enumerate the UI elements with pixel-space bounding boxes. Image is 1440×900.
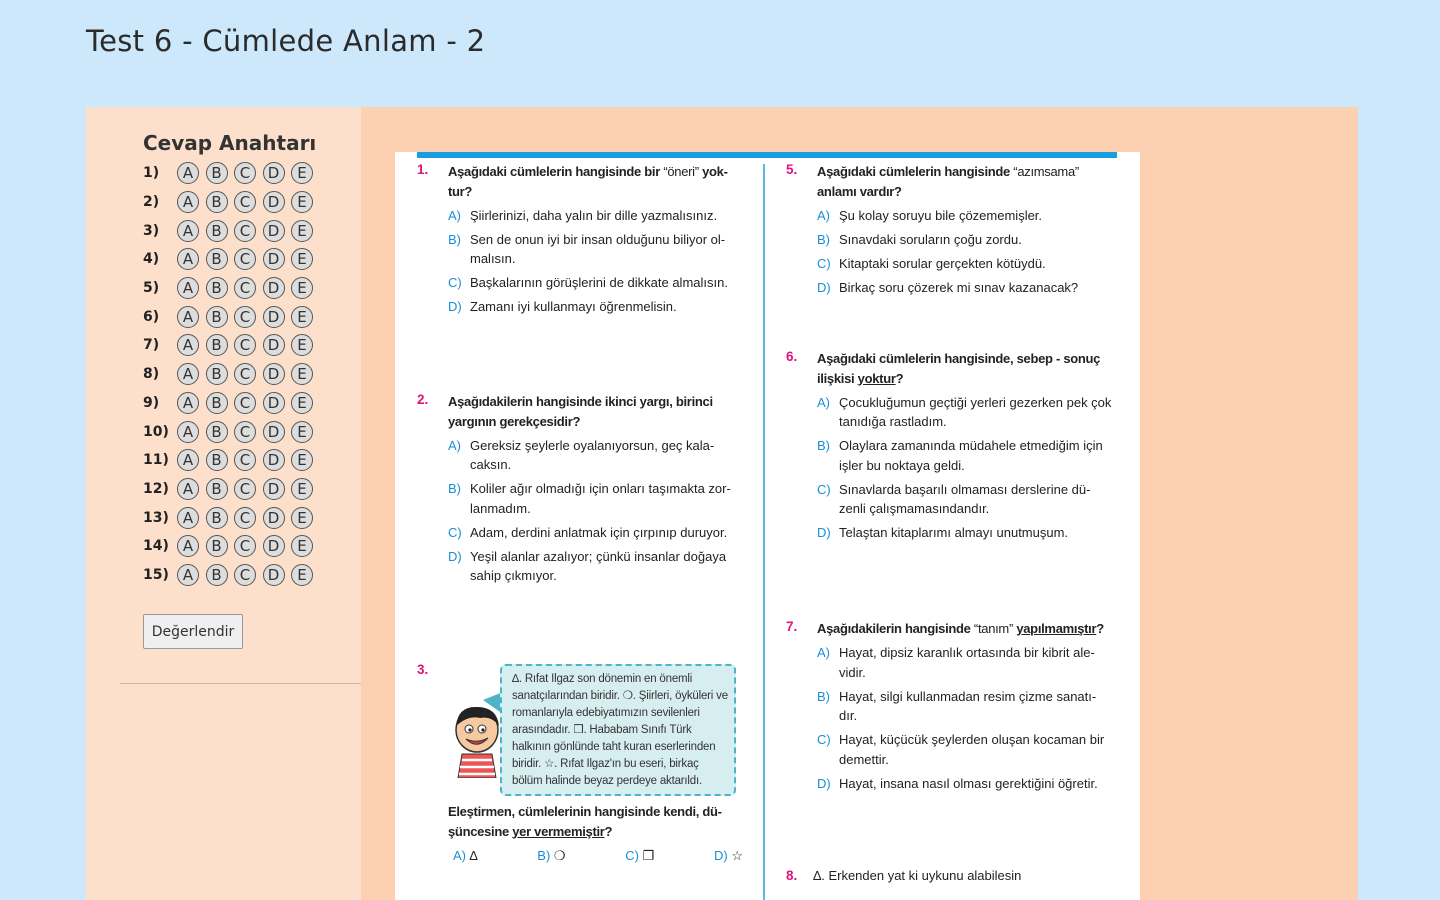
column-divider bbox=[763, 164, 765, 900]
option-b-button[interactable]: B bbox=[206, 306, 228, 328]
option-e-button[interactable]: E bbox=[291, 306, 313, 328]
answer-row-number: 10) bbox=[143, 423, 169, 440]
question-number: 6. bbox=[786, 349, 798, 364]
question-text: Aşağıdakilerin hangisinde ikinci yargı, birinci yargının gerekçesidir? bbox=[448, 394, 713, 429]
option-c-button[interactable]: C bbox=[234, 421, 256, 443]
option-e-button[interactable]: E bbox=[291, 507, 313, 529]
option-a-button[interactable]: A bbox=[177, 162, 199, 184]
choice-b: B) Koliler ağır olmadığı için onları taşımakta zor- lanmadım. bbox=[448, 481, 731, 516]
choice-d: D) ☆ bbox=[713, 848, 743, 863]
option-d-button[interactable]: D bbox=[263, 507, 285, 529]
sidebar-divider bbox=[120, 683, 361, 684]
option-a-button[interactable]: A bbox=[177, 220, 199, 242]
option-d-button[interactable]: D bbox=[263, 191, 285, 213]
question-2 bbox=[417, 392, 747, 586]
option-e-button[interactable]: E bbox=[291, 392, 313, 414]
option-a-button[interactable]: A bbox=[177, 248, 199, 270]
option-d-button[interactable]: D bbox=[263, 449, 285, 471]
option-b-button[interactable]: B bbox=[206, 334, 228, 356]
answer-row bbox=[143, 389, 320, 418]
answer-key-rows bbox=[143, 159, 320, 589]
option-e-button[interactable]: E bbox=[291, 363, 313, 385]
question-number: 3. bbox=[417, 662, 429, 677]
option-b-button[interactable]: B bbox=[206, 363, 228, 385]
answer-row bbox=[143, 417, 320, 446]
option-d-button[interactable]: D bbox=[263, 478, 285, 500]
option-d-button[interactable]: D bbox=[263, 248, 285, 270]
answer-row-number: 9) bbox=[143, 394, 160, 411]
question-text: Aşağıdaki cümlelerin hangisinde, sebep - sonuç ilişkisi yoktur? bbox=[817, 351, 1101, 386]
answer-row bbox=[143, 331, 320, 360]
answer-row-number: 12) bbox=[143, 480, 169, 497]
choice-c: C) Kitaptaki sorular gerçekten kötüydü. bbox=[817, 255, 1046, 271]
option-a-button[interactable]: A bbox=[177, 535, 199, 557]
option-c-button[interactable]: C bbox=[234, 191, 256, 213]
boy-illustration-icon bbox=[450, 704, 504, 778]
answer-key-sidebar bbox=[86, 107, 361, 900]
option-a-button[interactable]: A bbox=[177, 564, 199, 586]
answer-row-number: 7) bbox=[143, 337, 160, 354]
choice-a: A) Gereksiz şeylerle oyalanıyorsun, geç kala- caksın. bbox=[448, 437, 715, 472]
option-d-button[interactable]: D bbox=[263, 334, 285, 356]
answer-row-number: 14) bbox=[143, 538, 169, 555]
option-c-button[interactable]: C bbox=[234, 535, 256, 557]
answer-row bbox=[143, 216, 320, 245]
option-e-button[interactable]: E bbox=[291, 535, 313, 557]
choice-d: D) Zamanı iyi kullanmayı öğrenmelisin. bbox=[448, 299, 677, 314]
question-8 bbox=[786, 868, 1021, 883]
option-b-button[interactable]: B bbox=[206, 421, 228, 443]
answer-row bbox=[143, 302, 320, 331]
speech-bubble: ∆. Rıfat Ilgaz son dönemin en önemli sanatçılarından biridir. ❍. Şiirleri, öyküleri ve romanlarıyla edebiyatımızın sevilenleri arasındadır. ❒. Hababam Sınıfı Türk halkının gönlünde taht kuran eserlerinden biridir. ☆. Rıfat Ilgaz'ın bu eseri, birkaç bölüm halinde beyaz perdeye aktarıldı. bbox=[500, 664, 736, 796]
choice-d: D) Telaştan kitaplarımı almayı unutmuşum. bbox=[817, 525, 1069, 540]
option-c-button[interactable]: C bbox=[234, 248, 256, 270]
option-d-button[interactable]: D bbox=[263, 220, 285, 242]
option-b-button[interactable]: B bbox=[206, 564, 228, 586]
option-d-button[interactable]: D bbox=[263, 535, 285, 557]
answer-row-number: 2) bbox=[143, 194, 160, 211]
question-3-text: Eleştirmen, cümlelerinin hangisinde kendi, dü- şüncesine yer vermemiştir? bbox=[448, 804, 722, 839]
option-a-button[interactable]: A bbox=[177, 478, 199, 500]
option-c-button[interactable]: C bbox=[234, 507, 256, 529]
answer-row-number: 15) bbox=[143, 566, 169, 583]
answer-row-number: 1) bbox=[143, 165, 160, 182]
choice-c: C) Hayat, küçücük şeylerden oluşan kocaman bir demettir. bbox=[817, 732, 1105, 767]
question-text: Aşağıdaki cümlelerin hangisinde bir “öneri” yok- tur? bbox=[448, 164, 728, 199]
option-d-button[interactable]: D bbox=[263, 564, 285, 586]
question-number: 5. bbox=[786, 162, 798, 177]
choice-c: C) Adam, derdini anlatmak için çırpınıp duruyor. bbox=[448, 524, 728, 540]
choice-a: A) Çocukluğumun geçtiği yerleri gezerken pek çok tanıdığa rastladım. bbox=[817, 394, 1112, 429]
option-c-button[interactable]: C bbox=[234, 334, 256, 356]
option-b-button[interactable]: B bbox=[206, 392, 228, 414]
answer-row-number: 8) bbox=[143, 366, 160, 383]
choice-a: A) Şu kolay soruyu bile çözememişler. bbox=[817, 207, 1043, 223]
option-c-button[interactable]: C bbox=[234, 162, 256, 184]
option-b-button[interactable]: B bbox=[206, 162, 228, 184]
option-c-button[interactable]: C bbox=[234, 220, 256, 242]
option-d-button[interactable]: D bbox=[263, 363, 285, 385]
option-a-button[interactable]: A bbox=[177, 191, 199, 213]
answer-row bbox=[143, 159, 320, 188]
answer-row bbox=[143, 245, 320, 274]
question-number: 2. bbox=[417, 392, 429, 407]
option-c-button[interactable]: C bbox=[234, 363, 256, 385]
option-e-button[interactable]: E bbox=[291, 220, 313, 242]
option-a-button[interactable]: A bbox=[177, 277, 199, 299]
option-a-button[interactable]: A bbox=[177, 507, 199, 529]
answer-row-number: 3) bbox=[143, 222, 160, 239]
option-d-button[interactable]: D bbox=[263, 277, 285, 299]
choice-a: A) Hayat, dipsiz karanlık ortasında bir kibrit ale- vidir. bbox=[817, 645, 1095, 680]
question-text: Aşağıdaki cümlelerin hangisinde “azımsama” anlamı vardır? bbox=[817, 164, 1079, 199]
option-c-button[interactable]: C bbox=[234, 449, 256, 471]
option-c-button[interactable]: C bbox=[234, 478, 256, 500]
choice-b: B) Sen de onun iyi bir insan olduğunu biliyor ol- malısın. bbox=[448, 231, 726, 266]
question-number: 7. bbox=[786, 619, 798, 634]
choice-c: C) Başkalarının görüşlerini de dikkate almalısın. bbox=[448, 275, 728, 290]
test-top-bar bbox=[417, 152, 1117, 158]
answer-row bbox=[143, 188, 320, 217]
option-a-button[interactable]: A bbox=[177, 363, 199, 385]
choice-d: D) Hayat, insana nasıl olması gerektiğini öğretir. bbox=[817, 775, 1098, 791]
question-6 bbox=[786, 349, 1113, 543]
option-a-button[interactable]: A bbox=[177, 334, 199, 356]
question-number: 8. bbox=[786, 868, 798, 883]
content-panel bbox=[86, 107, 1358, 900]
choice-c: C) ❒ bbox=[625, 848, 655, 863]
answer-row-number: 6) bbox=[143, 308, 160, 325]
question-1 bbox=[417, 162, 747, 317]
answer-row bbox=[143, 532, 320, 561]
answer-row bbox=[143, 503, 320, 532]
evaluate-button[interactable]: Değerlendir bbox=[143, 614, 243, 649]
answer-row bbox=[143, 561, 320, 590]
option-d-button[interactable]: D bbox=[263, 162, 285, 184]
option-b-button[interactable]: B bbox=[206, 449, 228, 471]
answer-row-number: 11) bbox=[143, 452, 169, 469]
answer-row bbox=[143, 360, 320, 389]
option-d-button[interactable]: D bbox=[263, 421, 285, 443]
answer-row-number: 5) bbox=[143, 280, 160, 297]
answer-row bbox=[143, 446, 320, 475]
choice-b: B) Olaylara zamanında müdahele etmediğim için işler bu noktaya geldi. bbox=[817, 438, 1103, 473]
option-b-button[interactable]: B bbox=[206, 535, 228, 557]
option-a-button[interactable]: A bbox=[177, 449, 199, 471]
choice-a: A) ∆ bbox=[453, 848, 478, 863]
question-5 bbox=[786, 162, 1113, 297]
option-b-button[interactable]: B bbox=[206, 507, 228, 529]
choice-d: D) Yeşil alanlar azalıyor; çünkü insanlar doğaya sahip çıkmıyor. bbox=[448, 548, 727, 583]
option-c-button[interactable]: C bbox=[234, 306, 256, 328]
option-e-button[interactable]: E bbox=[291, 162, 313, 184]
choice-b: B) ❍ bbox=[537, 848, 566, 863]
question-text: Aşağıdakilerin hangisinde “tanım” yapılmamıştır? bbox=[817, 621, 1104, 636]
option-e-button[interactable]: E bbox=[291, 421, 313, 443]
statement-1: ∆. Erkenden yat ki uykunu alabilesin bbox=[813, 868, 1022, 883]
answer-key-title: Cevap Anahtarı bbox=[143, 131, 317, 155]
choice-a: A) Şiirlerinizi, daha yalın bir dille yazmalısınız. bbox=[448, 207, 718, 223]
answer-row bbox=[143, 475, 320, 504]
option-b-button[interactable]: B bbox=[206, 248, 228, 270]
choice-c: C) Sınavlarda başarılı olmaması derslerine dü- zenli çalışmamasındandır. bbox=[817, 481, 1091, 516]
answer-row-number: 4) bbox=[143, 251, 160, 268]
option-a-button[interactable]: A bbox=[177, 392, 199, 414]
option-b-button[interactable]: B bbox=[206, 191, 228, 213]
option-e-button[interactable]: E bbox=[291, 191, 313, 213]
option-e-button[interactable]: E bbox=[291, 248, 313, 270]
choice-b: B) Sınavdaki soruların çoğu zordu. bbox=[817, 231, 1022, 247]
option-c-button[interactable]: C bbox=[234, 392, 256, 414]
option-e-button[interactable]: E bbox=[291, 334, 313, 356]
option-c-button[interactable]: C bbox=[234, 564, 256, 586]
option-e-button[interactable]: E bbox=[291, 449, 313, 471]
option-c-button[interactable]: C bbox=[234, 277, 256, 299]
option-b-button[interactable]: B bbox=[206, 220, 228, 242]
option-b-button[interactable]: B bbox=[206, 478, 228, 500]
option-a-button[interactable]: A bbox=[177, 421, 199, 443]
option-a-button[interactable]: A bbox=[177, 306, 199, 328]
answer-row-number: 13) bbox=[143, 509, 169, 526]
question-3-answers bbox=[453, 848, 743, 864]
option-e-button[interactable]: E bbox=[291, 564, 313, 586]
option-e-button[interactable]: E bbox=[291, 277, 313, 299]
page-title: Test 6 - Cümlede Anlam - 2 bbox=[86, 24, 486, 58]
option-d-button[interactable]: D bbox=[263, 392, 285, 414]
choice-b: B) Hayat, silgi kullanmadan resim çizme sanatı- dır. bbox=[817, 688, 1097, 723]
option-b-button[interactable]: B bbox=[206, 277, 228, 299]
choice-d: D) Birkaç soru çözerek mi sınav kazanacak? bbox=[817, 279, 1079, 295]
test-page-image bbox=[395, 152, 1140, 900]
answer-row bbox=[143, 274, 320, 303]
option-e-button[interactable]: E bbox=[291, 478, 313, 500]
question-7 bbox=[786, 619, 1113, 793]
option-d-button[interactable]: D bbox=[263, 306, 285, 328]
question-number: 1. bbox=[417, 162, 429, 177]
